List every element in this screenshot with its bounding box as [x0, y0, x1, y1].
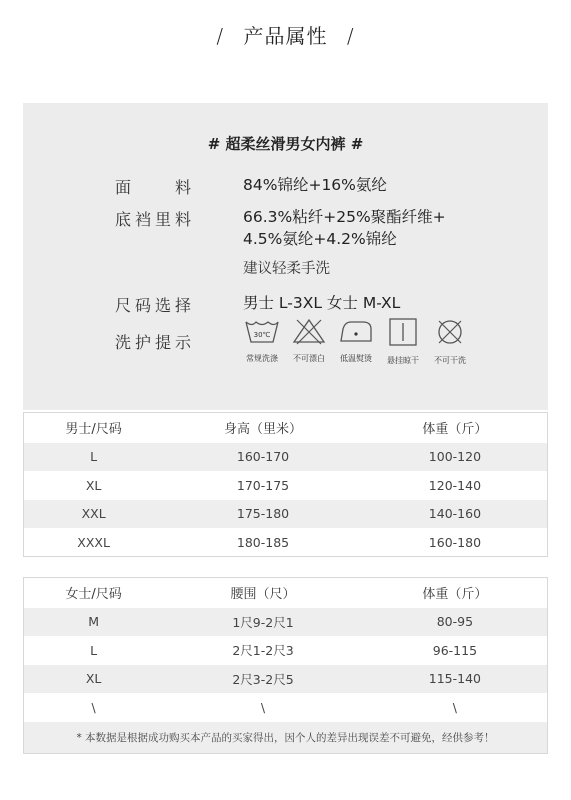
- low-iron-icon: [337, 317, 375, 345]
- table-cell: 160-170: [163, 443, 363, 472]
- table-cell: 100-120: [363, 443, 548, 472]
- table-cell: L: [90, 642, 98, 658]
- table-header-row: [24, 413, 548, 443]
- table-cell: 115-140: [363, 665, 548, 694]
- table-cell: 120-140: [428, 477, 482, 493]
- disclaimer-note: * 本数据是根据成功购买本产品的买家得出，因个人的差异出现误差不可避免，经供参考！: [24, 722, 548, 754]
- table-cell: 2尺1-2尺3: [232, 643, 294, 659]
- table-note-row: [24, 722, 548, 754]
- column-header: 男士/尺码: [65, 422, 122, 438]
- table-cell: 175-180: [163, 500, 363, 529]
- table-row: [24, 471, 548, 500]
- size-value: 男士 L-3XL 女士 M-XL: [243, 294, 401, 312]
- table-cell: 170-175: [236, 477, 290, 493]
- wash-30-icon: [244, 317, 280, 345]
- table-cell: \: [91, 700, 96, 716]
- column-header: 腰围（尺）: [230, 587, 296, 603]
- table-cell: 2尺3-2尺5: [163, 665, 363, 694]
- table-cell: 140-160: [363, 500, 548, 529]
- column-header: 体重（斤）: [422, 422, 488, 438]
- section-header: [0, 20, 571, 52]
- no-bleach-icon: [291, 317, 327, 345]
- men-size-table: [23, 412, 548, 557]
- wash-temp-label: 30℃: [253, 331, 271, 339]
- table-row: [24, 608, 548, 637]
- table-row: [24, 693, 548, 722]
- column-header: 身高（里米）: [224, 422, 303, 438]
- table-cell: XL: [24, 665, 164, 694]
- care-caption-dryclean: 不可干洗: [434, 356, 466, 365]
- column-header: 女士/尺码: [65, 587, 122, 603]
- table-cell: 96-115: [432, 642, 478, 658]
- care-item-dry: [381, 317, 425, 366]
- column-header: 体重（斤）: [422, 587, 488, 603]
- size-label: 尺码选择: [115, 296, 196, 315]
- table-row: [24, 500, 548, 529]
- care-caption-bleach: 不可漂白: [293, 354, 325, 363]
- table-cell: L: [24, 443, 164, 472]
- table-row: [24, 636, 548, 665]
- care-item-wash: [240, 317, 284, 364]
- header-slash-right: /: [346, 24, 355, 48]
- table-cell: XL: [85, 477, 102, 493]
- table-cell: XXL: [24, 500, 164, 529]
- lining-value-line2: 4.5%氨纶+4.2%锦纶: [243, 230, 397, 248]
- product-name: # 超柔丝滑男女内裤 #: [207, 135, 364, 153]
- table-cell: 80-95: [363, 608, 548, 637]
- fabric-label: 面 料: [115, 178, 196, 197]
- care-icons: [240, 317, 470, 377]
- header-slash-left: /: [216, 24, 225, 48]
- table-header-row: [24, 578, 548, 608]
- table-row: [24, 665, 548, 694]
- table-row: [24, 443, 548, 472]
- wash-note: 建议轻柔手洗: [243, 261, 330, 277]
- table-cell: \: [260, 700, 266, 716]
- no-dryclean-icon: [434, 317, 466, 347]
- fabric-value: 84%锦纶+16%氨纶: [243, 176, 387, 194]
- table-cell: 1尺9-2尺1: [163, 608, 363, 637]
- care-item-bleach: [287, 317, 331, 364]
- care-caption-wash: 常规洗涤: [246, 354, 278, 363]
- women-size-table: [23, 577, 548, 754]
- table-cell: 180-185: [236, 534, 290, 550]
- table-cell: XXXL: [77, 534, 110, 550]
- table-cell: 160-180: [428, 534, 482, 550]
- care-item-iron: [334, 317, 378, 364]
- table-row: [24, 528, 548, 557]
- hang-dry-icon: [387, 317, 419, 347]
- care-caption-iron: 低温熨烫: [340, 354, 372, 363]
- table-cell: \: [452, 700, 458, 716]
- table-cell: M: [24, 608, 164, 637]
- care-label: 洗护提示: [115, 333, 196, 352]
- lining-value-line1: 66.3%粘纤+25%聚酯纤维+: [243, 208, 446, 226]
- product-attributes-panel: [23, 103, 548, 410]
- section-title: 产品属性: [243, 24, 328, 48]
- care-caption-dry: 悬挂晾干: [387, 356, 419, 365]
- lining-label: 底裆里料: [115, 210, 196, 229]
- care-item-dryclean: [428, 317, 472, 366]
